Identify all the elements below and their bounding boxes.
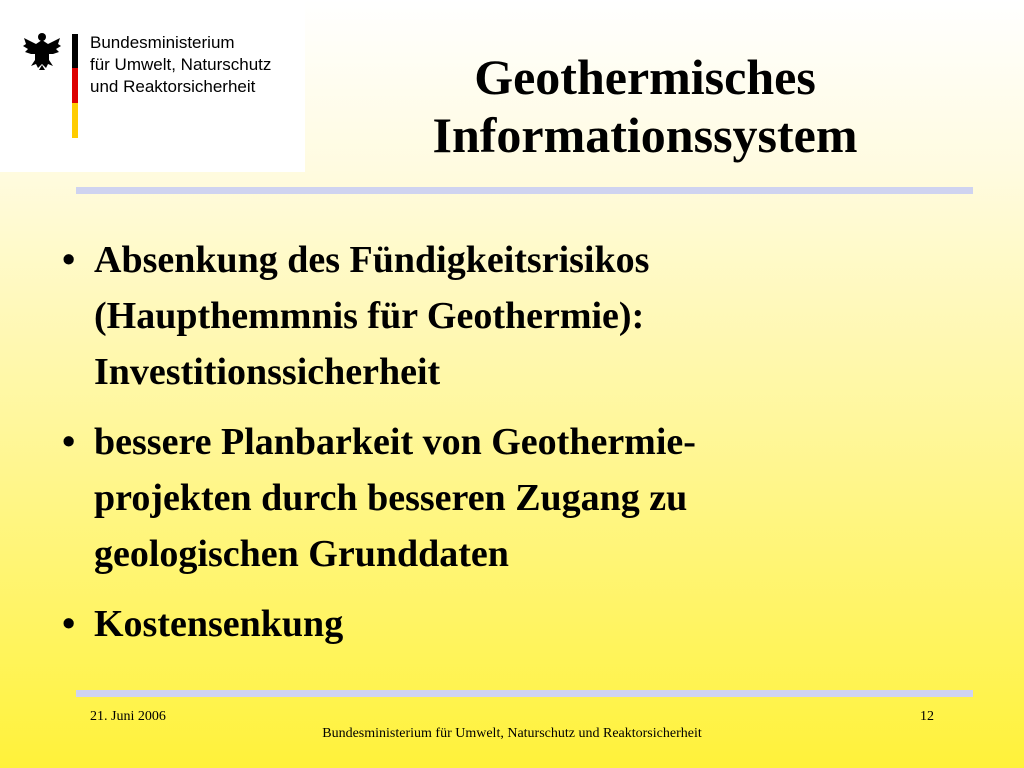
bullet-icon: • [62,421,76,463]
bullet-item [62,596,962,652]
footer-organization: Bundesministerium für Umwelt, Naturschutz und Reaktorsicherheit [322,726,702,741]
logo-text [90,32,271,98]
logo-text-line: Bundesministerium [90,33,235,52]
slide-title-line: Geothermisches [474,49,816,105]
flag-gold-stripe [72,103,78,138]
bullet-text-line: projekten durch besseren Zugang zu [94,477,688,519]
bullet-text-line: Investitionssicherheit [94,351,441,393]
page-number: 12 [920,709,934,724]
footer-divider [76,690,973,697]
bullet-icon: • [62,239,76,281]
bullet-list [62,232,962,666]
bullet-text-line: Kostensenkung [94,603,344,645]
bullet-text-line: geologischen Grunddaten [94,533,509,575]
slide-title [330,48,960,164]
logo-text-line: und Reaktorsicherheit [90,77,256,96]
title-divider [76,187,973,194]
bullet-item [62,232,962,400]
bullet-text-line: Absenkung des Fündigkeitsrisikos [94,239,650,281]
logo-text-line: für Umwelt, Naturschutz [90,55,272,74]
flag-black-stripe [72,34,78,68]
flag-red-stripe [72,68,78,103]
bullet-icon: • [62,603,76,645]
slide-title-line: Informationssystem [432,107,858,163]
footer-date: 21. Juni 2006 [90,709,166,724]
ministry-logo [0,0,305,172]
bullet-text-line: bessere Planbarkeit von Geothermie- [94,421,696,463]
bullet-item [62,414,962,582]
federal-eagle-icon [22,30,62,72]
bullet-text-line: (Haupthemmnis für Geothermie): [94,295,645,337]
flag-stripe [72,34,78,138]
